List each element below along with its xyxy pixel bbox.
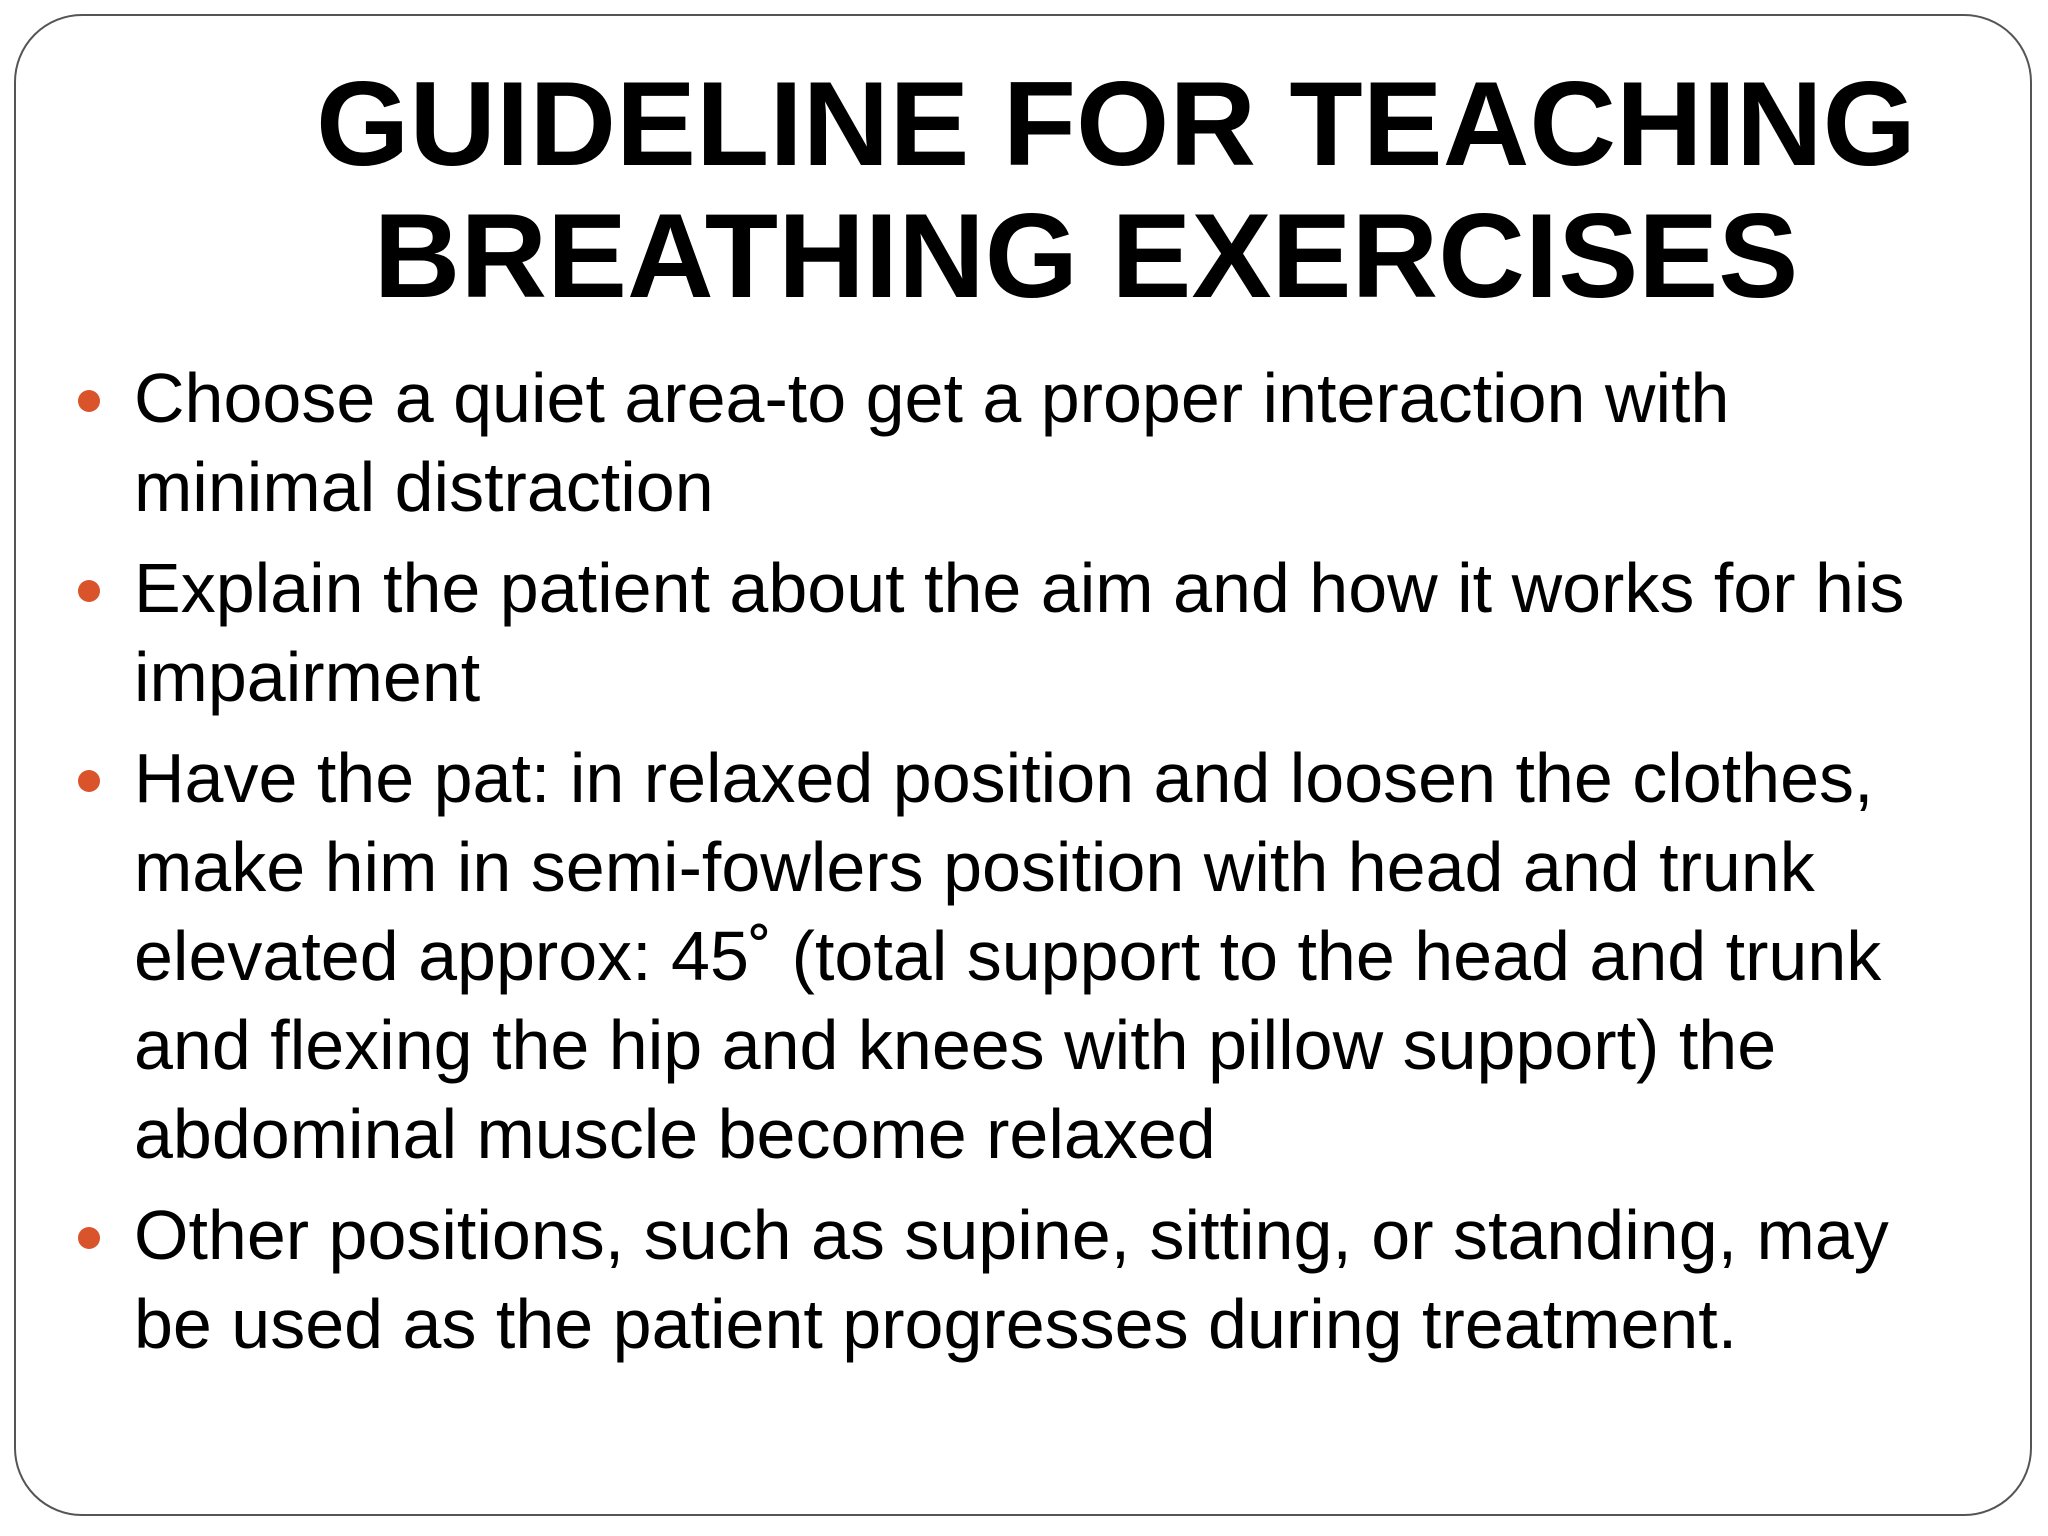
slide-frame <box>14 14 2032 1516</box>
bullet-text: Explain the patient about the aim and how it works for his impairment <box>134 549 1905 716</box>
bullet-text: Have the pat: in relaxed position and loosen the clothes, make him in semi-fowlers position with head and trunk elevated approx: 45˚ (total support to the head and trunk and flexing the hip and knees with pillow support) the abdominal muscle become relaxed <box>134 739 1882 1173</box>
bullet-dot-icon <box>78 770 100 792</box>
bullet-text: Other positions, such as supine, sitting, or standing, may be used as the patient progresses during treatment. <box>134 1196 1889 1363</box>
bullet-dot-icon <box>78 580 100 602</box>
bullet-item <box>134 1191 1974 1369</box>
slide-title-line-2: BREATHING EXERCISES <box>373 189 1799 323</box>
bullet-list <box>134 354 1974 1381</box>
slide-title-line-1: GUIDELINE FOR TEACHING <box>316 57 1917 191</box>
bullet-item <box>134 544 1974 722</box>
bullet-item <box>134 734 1974 1179</box>
bullet-dot-icon <box>78 390 100 412</box>
slide-title <box>316 57 1917 323</box>
bullet-dot-icon <box>78 1227 100 1249</box>
bullet-item <box>134 354 1974 532</box>
bullet-text: Choose a quiet area-to get a proper interaction with minimal distraction <box>134 359 1730 526</box>
